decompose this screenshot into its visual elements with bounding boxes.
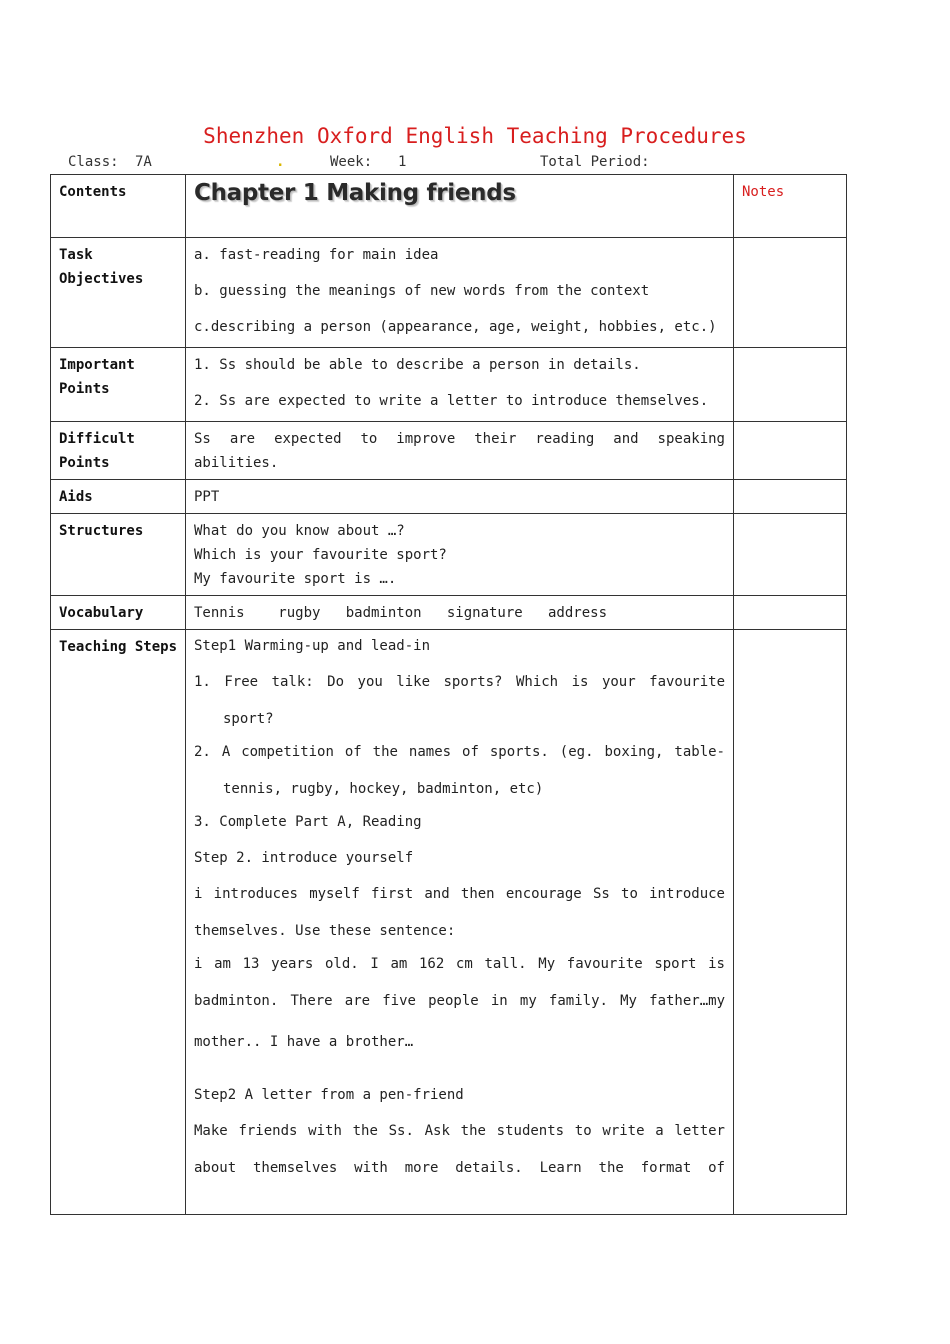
step-line: 1. Free talk: Do you like sports? Which is your favourite bbox=[194, 674, 725, 690]
total-period-label: Total Period: bbox=[540, 154, 650, 170]
label-difficult-points: Difficult Points bbox=[51, 422, 186, 480]
step-line: Step2 A letter from a pen-friend bbox=[194, 1087, 464, 1103]
marker-dot: . bbox=[276, 154, 285, 170]
structure-item: Which is your favourite sport? bbox=[194, 547, 447, 563]
aids-text: PPT bbox=[186, 480, 734, 514]
step-line: 3. Complete Part A, Reading bbox=[194, 814, 422, 830]
notes-header: Notes bbox=[734, 175, 847, 238]
vocabulary-text: Tennis rugby badminton signature address bbox=[186, 596, 734, 630]
step-line: Make friends with the Ss. Ask the students to write a letter bbox=[194, 1123, 725, 1139]
step-line: about themselves with more details. Learn the format of bbox=[194, 1160, 725, 1176]
row-aids bbox=[51, 480, 847, 514]
row-important-points bbox=[51, 348, 847, 422]
week-label: Week: bbox=[330, 154, 373, 170]
chapter-title: Chapter 1 Making friends bbox=[194, 180, 516, 206]
label-teaching-steps: Teaching Steps bbox=[51, 630, 186, 1215]
row-vocabulary bbox=[51, 596, 847, 630]
class-value: 7A bbox=[135, 154, 152, 170]
row-contents bbox=[51, 175, 847, 238]
class-label: Class: bbox=[68, 154, 119, 170]
chapter-cell bbox=[186, 175, 734, 238]
important-item: 2. Ss are expected to write a letter to introduce themselves. bbox=[194, 393, 709, 409]
task-item: b. guessing the meanings of new words from the context bbox=[194, 283, 650, 299]
label-aids: Aids bbox=[51, 480, 186, 514]
notes-cell bbox=[734, 596, 847, 630]
important-item: 1. Ss should be able to describe a person in details. bbox=[194, 357, 641, 373]
row-task-objectives bbox=[51, 238, 847, 348]
row-teaching-steps bbox=[51, 630, 847, 1215]
label-task-objectives: Task Objectives bbox=[51, 238, 186, 348]
step-line: sport? bbox=[223, 711, 274, 727]
step-line: 2. A competition of the names of sports. (eg. boxing, table- bbox=[194, 744, 725, 760]
notes-cell bbox=[734, 348, 847, 422]
notes-cell bbox=[734, 422, 847, 480]
label-structures: Structures bbox=[51, 514, 186, 596]
notes-cell bbox=[734, 480, 847, 514]
structures-cell bbox=[186, 514, 734, 596]
task-objectives-cell bbox=[186, 238, 734, 348]
structure-item: What do you know about …? bbox=[194, 523, 405, 539]
label-contents: Contents bbox=[51, 175, 186, 238]
document-title: Shenzhen Oxford English Teaching Procedures bbox=[203, 124, 747, 148]
structure-item: My favourite sport is …. bbox=[194, 571, 397, 587]
notes-cell bbox=[734, 630, 847, 1215]
row-difficult-points bbox=[51, 422, 847, 480]
teaching-steps-cell bbox=[186, 630, 734, 1215]
lesson-plan-table bbox=[50, 174, 847, 1215]
label-vocabulary: Vocabulary bbox=[51, 596, 186, 630]
header-meta bbox=[68, 154, 868, 172]
notes-cell bbox=[734, 238, 847, 348]
row-structures bbox=[51, 514, 847, 596]
step-line: Step 2. introduce yourself bbox=[194, 850, 414, 866]
task-item: a. fast-reading for main idea bbox=[194, 247, 439, 263]
step-line: mother.. I have a brother… bbox=[194, 1034, 414, 1050]
important-points-cell bbox=[186, 348, 734, 422]
step-line: tennis, rugby, hockey, badminton, etc) bbox=[223, 781, 544, 797]
step-line: i am 13 years old. I am 162 cm tall. My favourite sport is bbox=[194, 956, 725, 972]
notes-cell bbox=[734, 514, 847, 596]
difficult-points-text: Ss are expected to improve their reading and speaking abilities. bbox=[186, 422, 734, 480]
step-line: i introduces myself first and then encourage Ss to introduce bbox=[194, 886, 725, 902]
step-spacer bbox=[194, 1063, 725, 1083]
step-line: badminton. There are five people in my family. My father…my bbox=[194, 993, 725, 1009]
step-line: Step1 Warming-up and lead-in bbox=[194, 638, 431, 654]
label-important-points: Important Points bbox=[51, 348, 186, 422]
task-item: c.describing a person (appearance, age, weight, hobbies, etc.) bbox=[194, 319, 717, 335]
step-line: themselves. Use these sentence: bbox=[194, 923, 456, 939]
week-value: 1 bbox=[398, 154, 407, 170]
